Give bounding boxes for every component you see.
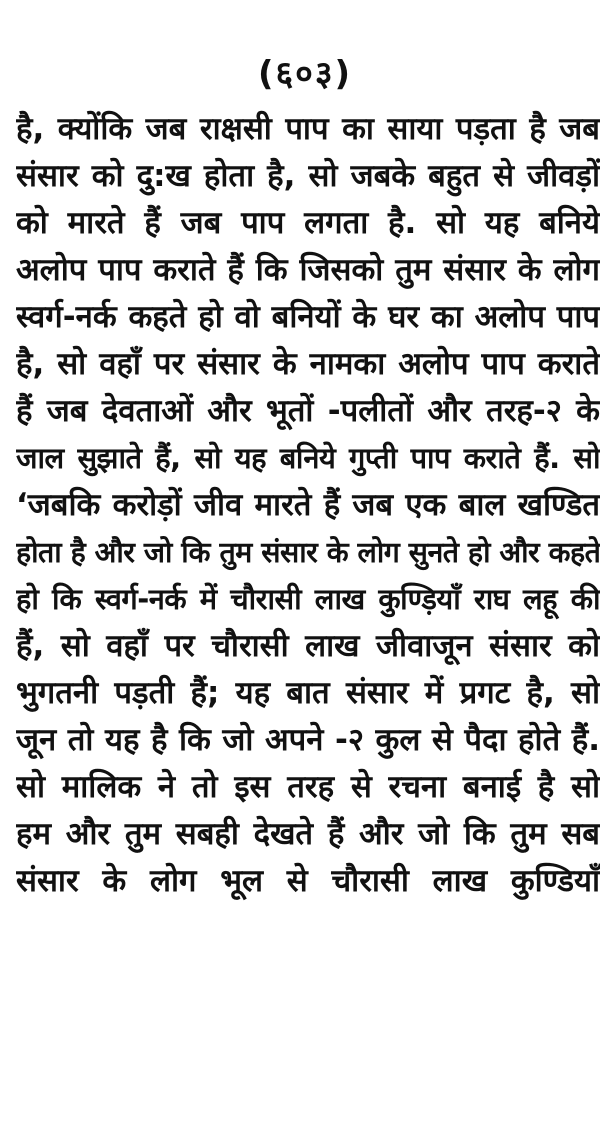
- text-line: संसार को दु:ख होता है, सो जबके बहुत से जीवड़ों: [16, 158, 600, 194]
- text-line: हैं, सो वहाँ पर चौरासी लाख जीवाजून संसार को: [16, 628, 600, 664]
- text-line: को मारते हैं जब पाप लगता है. सो यह बनिये: [16, 205, 600, 241]
- body-text: [16, 106, 600, 905]
- text-line: है, सो वहाँ पर संसार के नामका अलोप पाप कराते: [16, 346, 600, 382]
- text-line: जाल सुझाते हैं, सो यह बनिये गुप्ती पाप कराते हैं. सो: [16, 441, 600, 475]
- text-line: संसार के लोग भूल से चौरासी लाख कुण्डियाँ: [16, 863, 600, 899]
- text-line: सो मालिक ने तो इस तरह से रचना बनाई है सो: [16, 769, 600, 805]
- page-number: (६०३): [257, 54, 353, 94]
- text-line: होता है और जो कि तुम संसार के लोग सुनते हो और कहते: [16, 536, 600, 569]
- text-line: हैं जब देवताओं और भूतों -पलीतों और तरह-२ के: [16, 393, 600, 429]
- text-line: जून तो यह है कि जो अपने -२ कुल से पैदा होते हैं.: [16, 722, 600, 758]
- text-line: हम और तुम सबही देखते हैं और जो कि तुम सब: [16, 816, 600, 852]
- text-line: है, क्योंकि जब राक्षसी पाप का साया पड़ता है जब: [16, 111, 600, 147]
- text-line: ‘जबकि करोड़ों जीव मारते हैं जब एक बाल खण्डित: [16, 487, 600, 523]
- text-line: अलोप पाप कराते हैं कि जिसको तुम संसार के लोग: [16, 252, 600, 288]
- text-line: हो कि स्वर्ग-नर्क में चौरासी लाख कुण्ड़ियाँ राघ लहू की: [16, 582, 600, 616]
- text-line: स्वर्ग-नर्क कहते हो वो बनियों के घर का अलोप पाप: [16, 299, 600, 335]
- text-line: भुगतनी पड़ती हैं; यह बात संसार में प्रगट है, सो: [16, 675, 600, 711]
